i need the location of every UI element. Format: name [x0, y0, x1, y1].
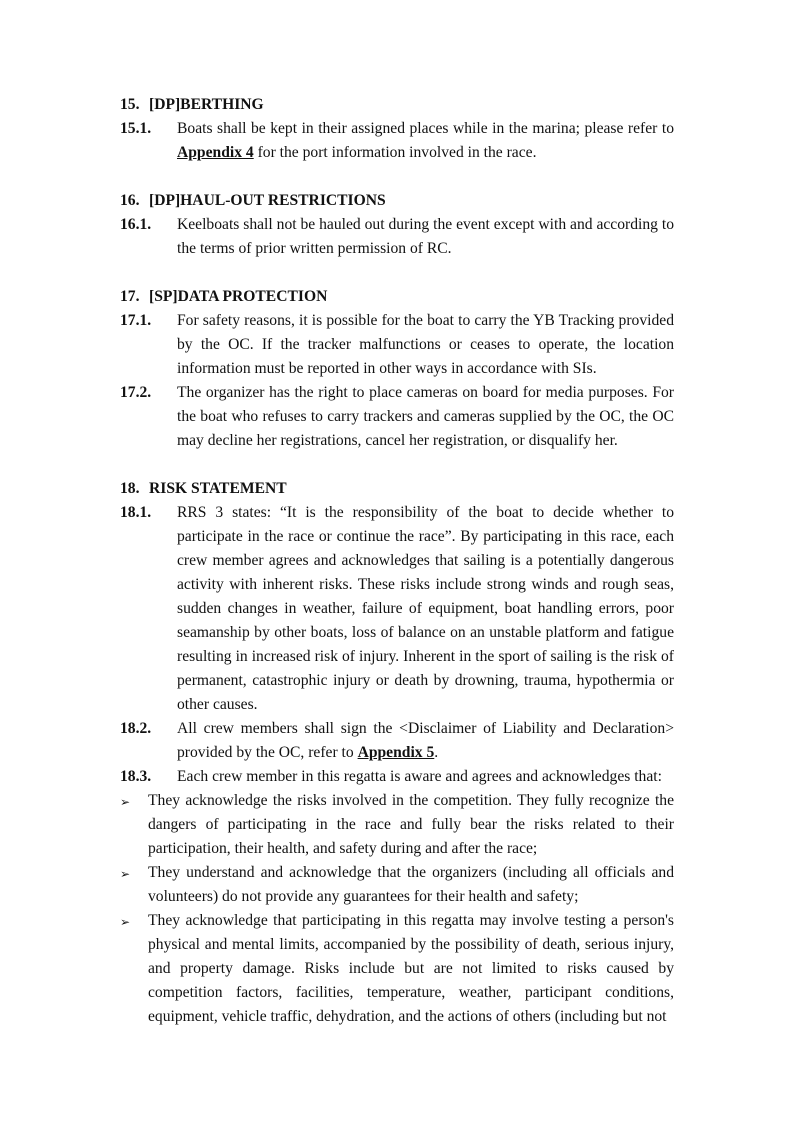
clause-number: 18.3.: [120, 768, 152, 785]
clause-text: [177, 717, 674, 765]
clause-text-part: for the port information involved in the race.: [253, 144, 537, 161]
clause-number: 17.2.: [120, 384, 152, 401]
section-17-heading: [120, 285, 674, 309]
list-item: [120, 861, 674, 909]
clause-text: Each crew member in this regatta is aware and agrees and acknowledges that:: [177, 768, 662, 785]
list-item: [120, 909, 674, 1029]
list-item: [120, 789, 674, 861]
clause-text: Keelboats shall not be hauled out during the event except with and according to the terms of prior written permission of RC.: [177, 216, 674, 257]
clause-18-3: [120, 765, 674, 789]
list-item-text: They acknowledge that participating in this regatta may involve testing a person's physical and mental limits, accompanied by the possibility of death, serious injury, and property damage. Risks include but are not limited to risks caused by competition factors, facilities, temperature, weather, participant conditions, equipment, vehicle traffic, dehydration, and the actions of others (including but not: [148, 912, 674, 1025]
clause-text: For safety reasons, it is possible for the boat to carry the YB Tracking provided by the OC. If the tracker malfunctions or ceases to operate, the location information must be reported in other ways in accordance with SIs.: [177, 312, 674, 377]
section-16-heading: [120, 189, 674, 213]
clause-17-1: [120, 309, 674, 381]
clause-text-part: .: [434, 744, 439, 761]
clause-text-part: All crew members shall sign the <Disclaimer of Liability and Declaration> provided by the OC, refer to: [177, 720, 674, 761]
clause-17-2: [120, 381, 674, 453]
section-title: [DP]HAUL-OUT RESTRICTIONS: [149, 192, 386, 209]
arrow-bullet-icon: ➢: [120, 915, 131, 929]
clause-text: The organizer has the right to place cameras on board for media purposes. For the boat who refuses to carry trackers and cameras supplied by the OC, the OC may decline her registrations, cancel her registration, or disqualify her.: [177, 384, 674, 449]
clause-18-1: [120, 501, 674, 717]
list-item-text: They understand and acknowledge that the organizers (including all officials and volunteers) do not provide any guarantees for their health and safety;: [148, 864, 674, 905]
clause-text: RRS 3 states: “It is the responsibility of the boat to decide whether to participate in the race or continue the race”. By participating in this race, each crew member agrees and acknowledges that sailing is a potentially dangerous activity with inherent risks. These risks include strong winds and rough seas, sudden changes in weather, failure of equipment, boat handling errors, poor seamanship by other boats, loss of balance on an unstable platform and fatigue resulting in increased risk of injury. Inherent in the sport of sailing is the risk of permanent, catastrophic injury or death by drowning, trauma, hypothermia or other causes.: [177, 504, 674, 713]
clause-number: 17.1.: [120, 312, 152, 329]
section-number: 18.: [120, 480, 140, 497]
section-title: RISK STATEMENT: [149, 480, 287, 497]
clause-18-2: [120, 717, 674, 765]
arrow-bullet-icon: ➢: [120, 795, 131, 809]
section-18-heading: [120, 477, 674, 501]
clause-15-1: [120, 117, 674, 165]
section-number: 17.: [120, 288, 140, 305]
section-title: [SP]DATA PROTECTION: [149, 288, 328, 305]
section-15-heading: [120, 93, 674, 117]
clause-text: [177, 117, 674, 165]
appendix-5-link[interactable]: Appendix 5: [357, 744, 435, 761]
list-item-text: They acknowledge the risks involved in the competition. They fully recognize the dangers of participating in the race and fully bear the risks related to their participation, their health, and safety during and after the race;: [148, 792, 674, 857]
bullet-list: [120, 789, 674, 1029]
section-number: 15.: [120, 96, 140, 113]
clause-number: 15.1.: [120, 120, 152, 137]
clause-text-part: Boats shall be kept in their assigned places while in the marina; please refer to: [177, 120, 674, 137]
appendix-4-link[interactable]: Appendix 4: [177, 144, 254, 161]
clause-number: 16.1.: [120, 216, 152, 233]
arrow-bullet-icon: ➢: [120, 867, 131, 881]
document-content: [120, 93, 674, 1029]
section-number: 16.: [120, 192, 140, 209]
clause-16-1: [120, 213, 674, 261]
section-title: [DP]BERTHING: [149, 96, 264, 113]
clause-number: 18.1.: [120, 504, 152, 521]
clause-number: 18.2.: [120, 720, 152, 737]
